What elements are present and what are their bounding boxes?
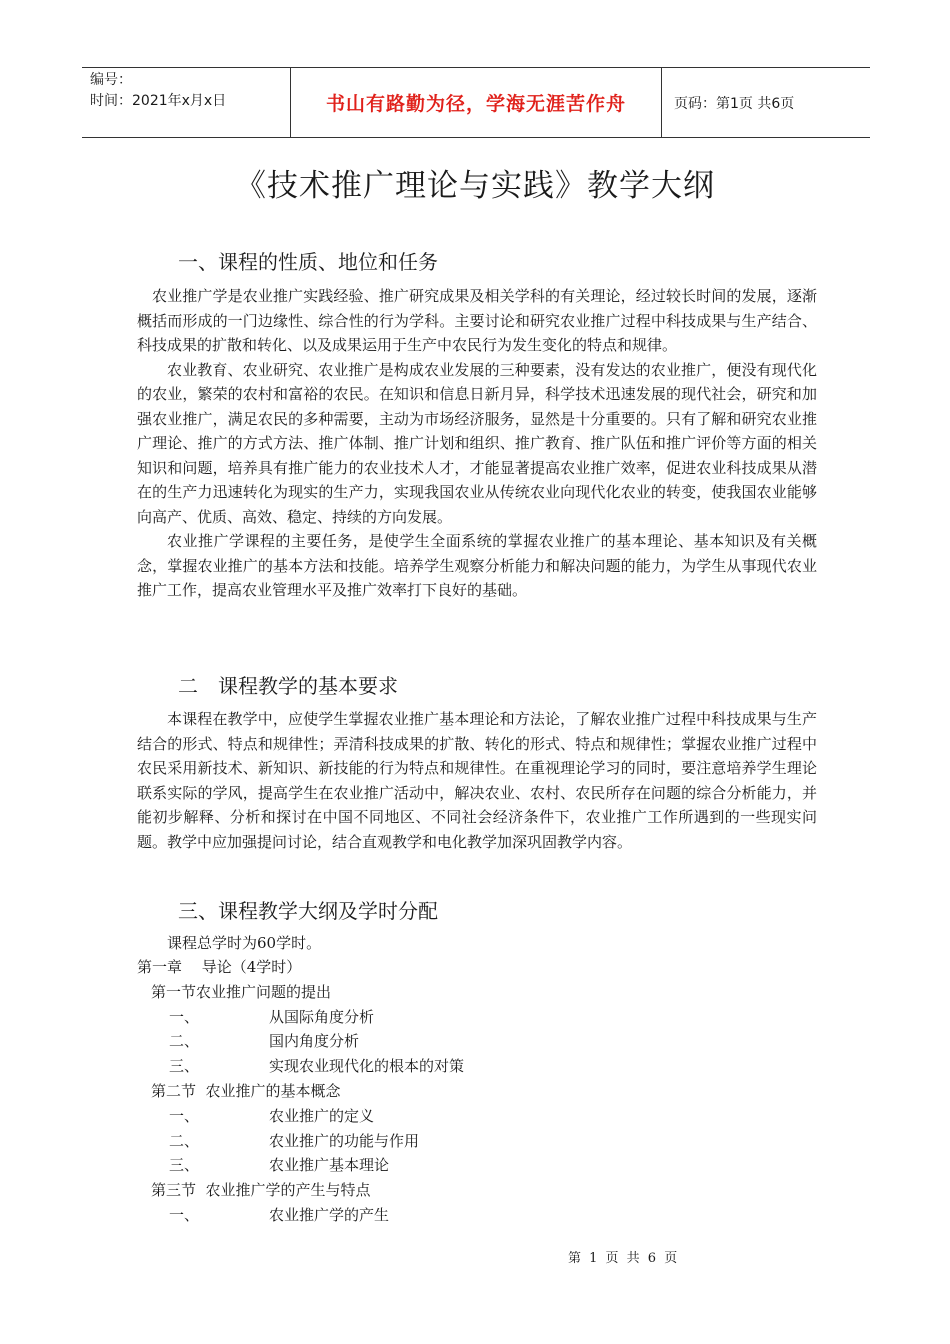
section-1-body xyxy=(137,284,817,603)
document-title: 《技术推广理论与实践》教学大纲 xyxy=(235,168,715,204)
section-heading-3: 三、课程教学大纲及学时分配 xyxy=(178,899,438,923)
number-label: 编号： xyxy=(90,72,132,88)
paragraph: 农业推广学课程的主要任务，是使学生全面系统的掌握农业推广的基本理论、基本知识及有关概念，掌握农业推广的基本方法和技能。培养学生观察分析能力和解决问题的能力，为学生从事现代农业推广工作，提高农业管理水平及推广效率打下良好的基础。 xyxy=(137,532,817,599)
item-number: 一、 xyxy=(169,1007,200,1026)
item-number: 三、 xyxy=(169,1057,200,1076)
paragraph: 课程总学时为60学时。 xyxy=(167,934,322,952)
item-number: 一、 xyxy=(169,1205,200,1224)
section-2-body xyxy=(137,707,817,854)
outline-item xyxy=(137,1129,464,1154)
outline-item xyxy=(137,1104,464,1129)
page-footer: 第 1 页 共 6 页 xyxy=(568,1251,680,1266)
paragraph: 农业推广学是农业推广实践经验、推广研究成果及相关学科的有关理论，经过较长时间的发展，逐渐概括而形成的一门边缘性、综合性的行为学科。主要讨论和研究农业推广过程中科技成果与生产结合、科技成果的扩散和转化、以及成果运用于生产中农民行为发生变化的特点和规律。 xyxy=(137,287,817,354)
header-meta xyxy=(82,68,290,137)
outline-item xyxy=(137,1029,464,1054)
item-text: 农业推广的定义 xyxy=(269,1106,375,1125)
outline-section-1: 第一节农业推广问题的提出 xyxy=(151,982,332,1001)
section-heading-2: 二 课程教学的基本要求 xyxy=(178,674,398,698)
item-number: 二、 xyxy=(169,1131,200,1150)
chapter-heading: 第一章 导论（4学时） xyxy=(137,958,302,976)
section-heading-1: 一、课程的性质、地位和任务 xyxy=(178,250,438,274)
item-text: 农业推广的功能与作用 xyxy=(269,1131,420,1150)
outline-item xyxy=(137,1005,464,1030)
outline-section-3: 第三节 农业推广学的产生与特点 xyxy=(151,1181,371,1200)
section-3-body xyxy=(137,931,817,956)
page-indicator: 页码：第1页 共6页 xyxy=(674,95,795,112)
motto: 书山有路勤为径，学海无涯苦作舟 xyxy=(290,68,662,137)
item-text: 农业推广学的产生 xyxy=(269,1205,390,1224)
item-text: 农业推广基本理论 xyxy=(269,1156,390,1175)
item-text: 国内角度分析 xyxy=(269,1032,360,1051)
outline-item xyxy=(137,1203,464,1228)
outline-item xyxy=(137,1153,464,1178)
header-table xyxy=(82,67,870,138)
item-text: 从国际角度分析 xyxy=(269,1007,375,1026)
item-number: 一、 xyxy=(169,1106,200,1125)
course-outline xyxy=(137,955,464,1228)
outline-section-2: 第二节 农业推广的基本概念 xyxy=(151,1081,341,1100)
item-number: 二、 xyxy=(169,1032,200,1051)
paragraph: 农业教育、农业研究、农业推广是构成农业发展的三种要素，没有发达的农业推广，便没有现代化的农业，繁荣的农村和富裕的农民。在知识和信息日新月异，科学技术迅速发展的现代社会，研究和加强农业推广，满足农民的多种需要，主动为市场经济服务，显然是十分重要的。只有了解和研究农业推广理论、推广的方式方法、推广体制、推广计划和组织、推广教育、推广队伍和推广评价等方面的相关知识和问题，培养具有推广能力的农业技术人才，才能显著提高农业推广效率，促进农业科技成果从潜在的生产力迅速转化为现实的生产力，实现我国农业从传统农业向现代化农业的转变，使我国农业能够向高产、优质、高效、稳定、持续的方向发展。 xyxy=(137,360,817,526)
paragraph: 本课程在教学中，应使学生掌握农业推广基本理论和方法论，了解农业推广过程中科技成果与生产结合的形式、特点和规律性；弄清科技成果的扩散、转化的形式、特点和规律性；掌握农业推广过程中农民采用新技术、新知识、新技能的行为特点和规律性。在重视理论学习的同时，要注意培养学生理论联系实际的学风，提高学生在农业推广活动中，解决农业、农村、农民所存在问题的综合分析能力，并能初步解释、分析和探讨在中国不同地区、不同社会经济条件下，农业推广工作所遇到的一些现实问题。教学中应加强提问讨论，结合直观教学和电化教学加深巩固教学内容。 xyxy=(137,710,817,851)
date-label: 时间：2021年x月x日 xyxy=(90,93,227,109)
item-text: 实现农业现代化的根本的对策 xyxy=(269,1057,465,1076)
item-number: 三、 xyxy=(169,1156,200,1175)
outline-item xyxy=(137,1054,464,1079)
